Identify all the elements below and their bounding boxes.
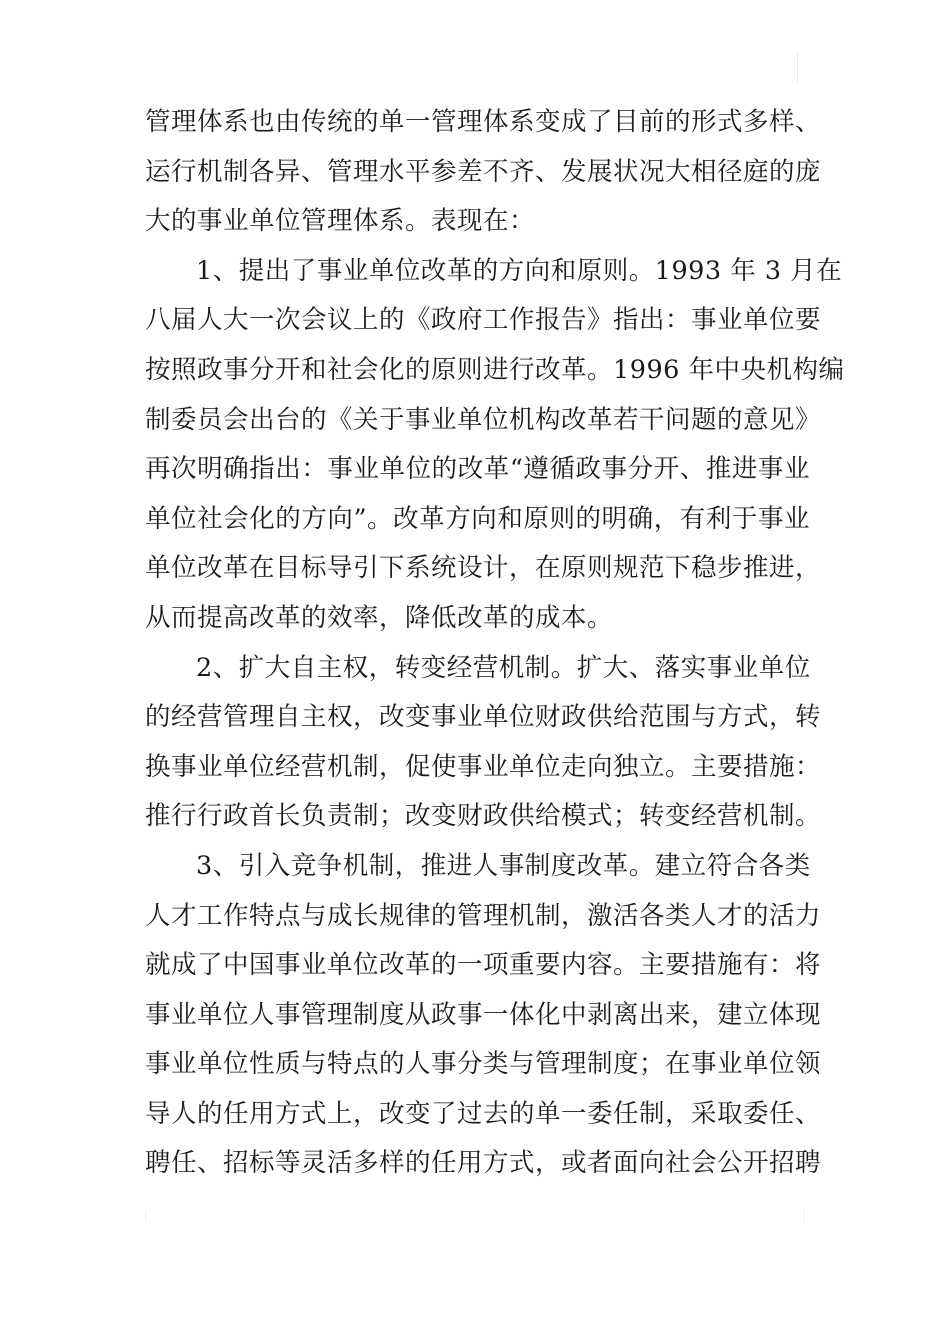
text-line: 的经营管理自主权，改变事业单位财政供给范围与方式，转 <box>145 702 822 733</box>
text-line: 大的事业单位管理体系。表现在： <box>145 206 536 237</box>
text-line: 单位改革在目标导引下系统设计，在原则规范下稳步推进， <box>145 553 822 584</box>
text-line: 八届人大一次会议上的《政府工作报告》指出：事业单位要 <box>145 305 822 336</box>
text-line: 2、扩大自主权，转变经营机制。扩大、落实事业单位 <box>196 652 811 683</box>
text-line: 事业单位人事管理制度从政事一体化中剥离出来，建立体现 <box>145 999 822 1030</box>
text-line: 3、引入竞争机制，推进人事制度改革。建立符合各类 <box>196 850 811 881</box>
text-line: 就成了中国事业单位改革的一项重要内容。主要措施有：将 <box>145 950 822 981</box>
page-corner-mark <box>803 1210 804 1222</box>
text-line: 再次明确指出：事业单位的改革“遵循政事分开、推进事业 <box>145 454 810 485</box>
text-line: 从而提高改革的效率，降低改革的成本。 <box>145 602 614 633</box>
page-corner-mark <box>145 1210 146 1222</box>
text-line: 运行机制各异、管理水平参差不齐、发展状况大相径庭的庞 <box>145 156 822 187</box>
text-line: 人才工作特点与成长规律的管理机制，激活各类人才的活力 <box>145 900 822 931</box>
text-line: 聘任、招标等灵活多样的任用方式，或者面向社会公开招聘 <box>145 1148 822 1179</box>
body-text <box>145 98 845 1189</box>
text-line: 1、提出了事业单位改革的方向和原则。1993 年 3 月在 <box>196 255 843 286</box>
text-line: 管理体系也由传统的单一管理体系变成了目前的形式多样、 <box>145 107 822 137</box>
text-line: 事业单位性质与特点的人事分类与管理制度；在事业单位领 <box>145 1049 822 1080</box>
text-line: 换事业单位经营机制，促使事业单位走向独立。主要措施： <box>145 751 822 782</box>
text-line: 推行行政首长负责制；改变财政供给模式；转变经营机制。 <box>145 801 822 832</box>
text-line: 单位社会化的方向”。改革方向和原则的明确，有利于事业 <box>145 503 810 534</box>
text-line: 按照政事分开和社会化的原则进行改革。1996 年中央机构编 <box>145 354 845 385</box>
text-line: 导人的任用方式上，改变了过去的单一委任制，采取委任、 <box>145 1098 822 1129</box>
text-line: 制委员会出台的《关于事业单位机构改革若干问题的意见》 <box>145 404 822 435</box>
page-corner-mark <box>797 52 798 82</box>
